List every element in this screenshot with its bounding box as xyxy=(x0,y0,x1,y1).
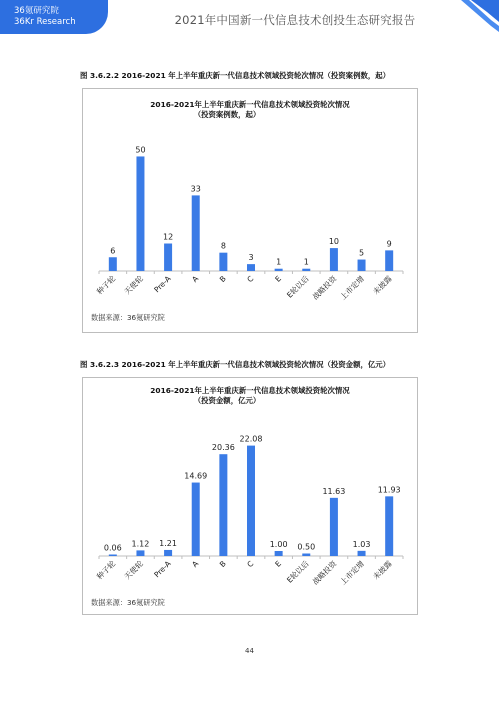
report-title: 2021年中国新一代信息技术创投生态研究报告 xyxy=(174,13,416,27)
cases-bar-10 xyxy=(385,250,393,271)
cases-category-label-3: A xyxy=(190,274,201,285)
cases-value-label-4: 8 xyxy=(220,241,226,251)
chart-source-1: 数据来源：36氪研究院 xyxy=(91,313,165,322)
amount-value-label-0: 0.06 xyxy=(103,543,122,553)
cases-category-label-4: B xyxy=(217,274,228,285)
cases-value-label-8: 10 xyxy=(328,237,340,247)
figure-caption-2: 图 3.6.2.3 2016-2021 年上半年重庆新一代信息技术领域投资轮次情况（投资金额，亿元） xyxy=(80,360,391,369)
amount-bar-0 xyxy=(109,555,117,557)
cases-bar-6 xyxy=(275,269,283,271)
cases-bar-1 xyxy=(136,156,144,271)
cases-bar-7 xyxy=(302,269,310,271)
amount-bar-5 xyxy=(247,446,255,556)
cases-value-label-6: 1 xyxy=(276,257,282,267)
amount-category-label-8: 战略投资 xyxy=(310,559,339,587)
cases-bar-0 xyxy=(109,257,117,271)
amount-bar-9 xyxy=(358,551,366,556)
cases-value-label-1: 50 xyxy=(135,145,146,155)
amount-bar-7 xyxy=(302,554,310,557)
cases-category-label-7: E轮以后 xyxy=(285,274,311,300)
cases-bar-8 xyxy=(330,248,338,271)
amount-category-label-6: E xyxy=(273,559,284,569)
cases-category-label-10: 未披露 xyxy=(371,274,394,297)
amount-category-label-7: E轮以后 xyxy=(285,559,311,585)
amount-category-label-5: C xyxy=(245,559,256,570)
figure-caption-1: 图 3.6.2.2 2016-2021 年上半年重庆新一代信息技术领域投资轮次情况（投资案例数，起） xyxy=(80,71,391,80)
amount-category-label-3: A xyxy=(190,559,201,570)
chart-panel-amount xyxy=(82,377,418,615)
amount-bar-1 xyxy=(136,550,144,556)
cases-category-label-2: Pre-A xyxy=(152,274,173,295)
cases-bar-3 xyxy=(192,195,200,271)
page-number: 44 xyxy=(245,647,254,655)
chart-title-1-line2: （投资案例数，起） xyxy=(193,110,261,119)
cases-category-label-6: E xyxy=(273,274,284,284)
brand-logo xyxy=(0,0,108,34)
cases-category-label-1: 天使轮 xyxy=(122,274,145,297)
amount-value-label-6: 1.00 xyxy=(269,540,288,549)
cases-bar-2 xyxy=(164,244,172,271)
chart-title-2-line2: （投资金额，亿元） xyxy=(193,396,261,405)
logo-line-1: 36氪研究院 xyxy=(14,6,59,16)
logo-line-2: 36Kr Research xyxy=(14,17,76,27)
amount-category-label-1: 天使轮 xyxy=(122,559,145,582)
cases-value-label-3: 33 xyxy=(190,184,201,194)
amount-bar-10 xyxy=(385,496,393,556)
amount-value-label-1: 1.12 xyxy=(131,539,150,549)
cases-value-label-7: 1 xyxy=(303,257,309,267)
cases-value-label-5: 3 xyxy=(248,253,254,263)
amount-value-label-10: 11.93 xyxy=(377,485,401,495)
chart-panel-cases xyxy=(82,88,418,333)
cases-value-label-10: 9 xyxy=(386,239,392,249)
amount-bar-2 xyxy=(164,550,172,556)
cases-value-label-9: 5 xyxy=(358,248,365,258)
bar-chart-cases xyxy=(83,89,419,334)
bar-chart-amount xyxy=(83,378,419,616)
cases-bar-5 xyxy=(247,264,255,271)
chart-title-1-line1: 2016-2021年上半年重庆新一代信息技术领域投资轮次情况 xyxy=(150,100,350,109)
amount-category-label-4: B xyxy=(217,559,228,570)
amount-bar-3 xyxy=(192,483,200,556)
amount-category-label-10: 未披露 xyxy=(371,559,394,582)
amount-bar-6 xyxy=(275,551,283,556)
amount-category-label-0: 种子轮 xyxy=(94,559,118,582)
cases-category-label-9: 上市定增 xyxy=(338,274,366,302)
chart-source-2: 数据来源：36氪研究院 xyxy=(91,598,165,607)
amount-category-label-2: Pre-A xyxy=(152,559,173,580)
amount-category-label-9: 上市定增 xyxy=(338,559,366,587)
amount-bar-4 xyxy=(219,454,227,556)
amount-bar-8 xyxy=(330,498,338,556)
chart-title-2-line1: 2016-2021年上半年重庆新一代信息技术领域投资轮次情况 xyxy=(150,386,350,395)
amount-value-label-8: 11.63 xyxy=(322,486,346,496)
cases-value-label-2: 12 xyxy=(162,232,174,242)
amount-value-label-2: 1.21 xyxy=(159,538,177,548)
cases-category-label-0: 种子轮 xyxy=(94,274,118,297)
cases-bar-4 xyxy=(219,253,227,271)
amount-value-label-4: 20.36 xyxy=(211,443,235,453)
cases-bar-9 xyxy=(358,260,366,271)
corner-decoration xyxy=(447,0,499,32)
cases-value-label-0: 6 xyxy=(110,246,116,256)
amount-value-label-9: 1.03 xyxy=(352,539,371,549)
cases-category-label-8: 战略投资 xyxy=(310,274,339,302)
amount-value-label-3: 14.69 xyxy=(184,471,208,481)
amount-value-label-7: 0.50 xyxy=(297,542,316,552)
cases-category-label-5: C xyxy=(245,274,256,285)
amount-value-label-5: 22.08 xyxy=(239,434,263,444)
